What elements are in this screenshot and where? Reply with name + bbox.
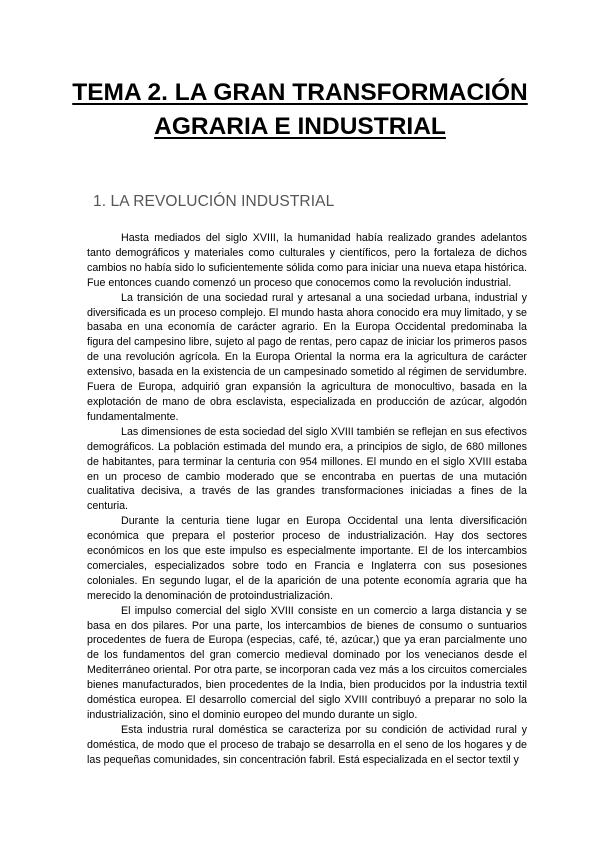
document-title: TEMA 2. LA GRAN TRANSFORMACIÓN AGRARIA E INDUSTRIAL [72,79,528,140]
paragraph: La transición de una sociedad rural y artesanal a una sociedad urbana, industrial y diversificada es un proceso complejo. El mundo hasta ahora conocido era muy limitado, y se basaba en una economía de carácter agrario. En la Europa Occidental predominaba la figura del campesino libre, sujeto al pago de rentas, pero capaz de iniciar los primeros pasos de una revolución agrícola. En la Europa Oriental la norma era la agricultura de carácter extensivo, basada en la existencia de un campesinado sometido al régimen de servidumbre. Fuera de Europa, adquirió gran expansión la agricultura de monocultivo, basada en la explotación de mano de obra esclavista, especializada en producción de azúcar, algodón fundamentalmente. [87,291,527,423]
paragraph: Durante la centuria tiene lugar en Europa Occidental una lenta diversificación económica que prepara el posterior proceso de industrialización. Hay dos sectores económicos en los que este impulso es especialmente importante. El de los intercambios comerciales, especializados sobre todo en Francia e Inglaterra con sus posesiones coloniales. En segundo lugar, el de la aparición de una potente economía agraria que ha merecido la denominación de protoindustrialización. [87,515,527,602]
paragraph: Las dimensiones de esta sociedad del siglo XVIII también se reflejan en sus efectivos demográficos. La población estimada del mundo era, a principios de siglo, de 680 millones de habitantes, para terminar la centuria con 954 millones. El mundo en el siglo XVIII estaba en un proceso de cambio moderado que se encontraba en puertas de una mutación cualitativa decisiva, a través de las grandes transformaciones iniciadas a fines de la centuria. [87,425,527,513]
paragraph: El impulso comercial del siglo XVIII consiste en un comercio a larga distancia y se basa en dos pilares. Por una parte, los intercambios de bienes de consumo o suntuarios procedentes de fuera de Europa (especias, café, té, azúcar,) que ya eran parcialmente uno de los fundamentos del gran comercio medieval dominado por los venecianos desde el Mediterráneo oriental. Por otra parte, se incorporan cada vez más a los circuitos comerciales bienes manufacturados, bien procedentes de la India, bien producidos por la industria textil doméstica europea. El desarrollo comercial del siglo XVIII contribuyó a preparar no solo la industrialización, sino el dominio europeo del mundo durante un siglo. [87,604,527,721]
document-body [87,231,527,768]
section-heading: 1. LA REVOLUCIÓN INDUSTRIAL [93,193,335,210]
paragraph: Esta industria rural doméstica se caracteriza por su condición de actividad rural y doméstica, de modo que el proceso de trabajo se desarrolla en el seno de los hogares y de las pequeñas comunidades, sin concentración fabril. Está especializada en el sector textil y [87,723,527,766]
paragraph: Hasta mediados del siglo XVIII, la humanidad había realizado grandes adelantos tanto demográficos y materiales como culturales y científicos, pero la fortaleza de dichos cambios no había sido lo suficientemente sólida como para iniciar una nueva etapa histórica. Fue entonces cuando comenzó un proceso que conocemos como la revolución industrial. [87,232,527,289]
